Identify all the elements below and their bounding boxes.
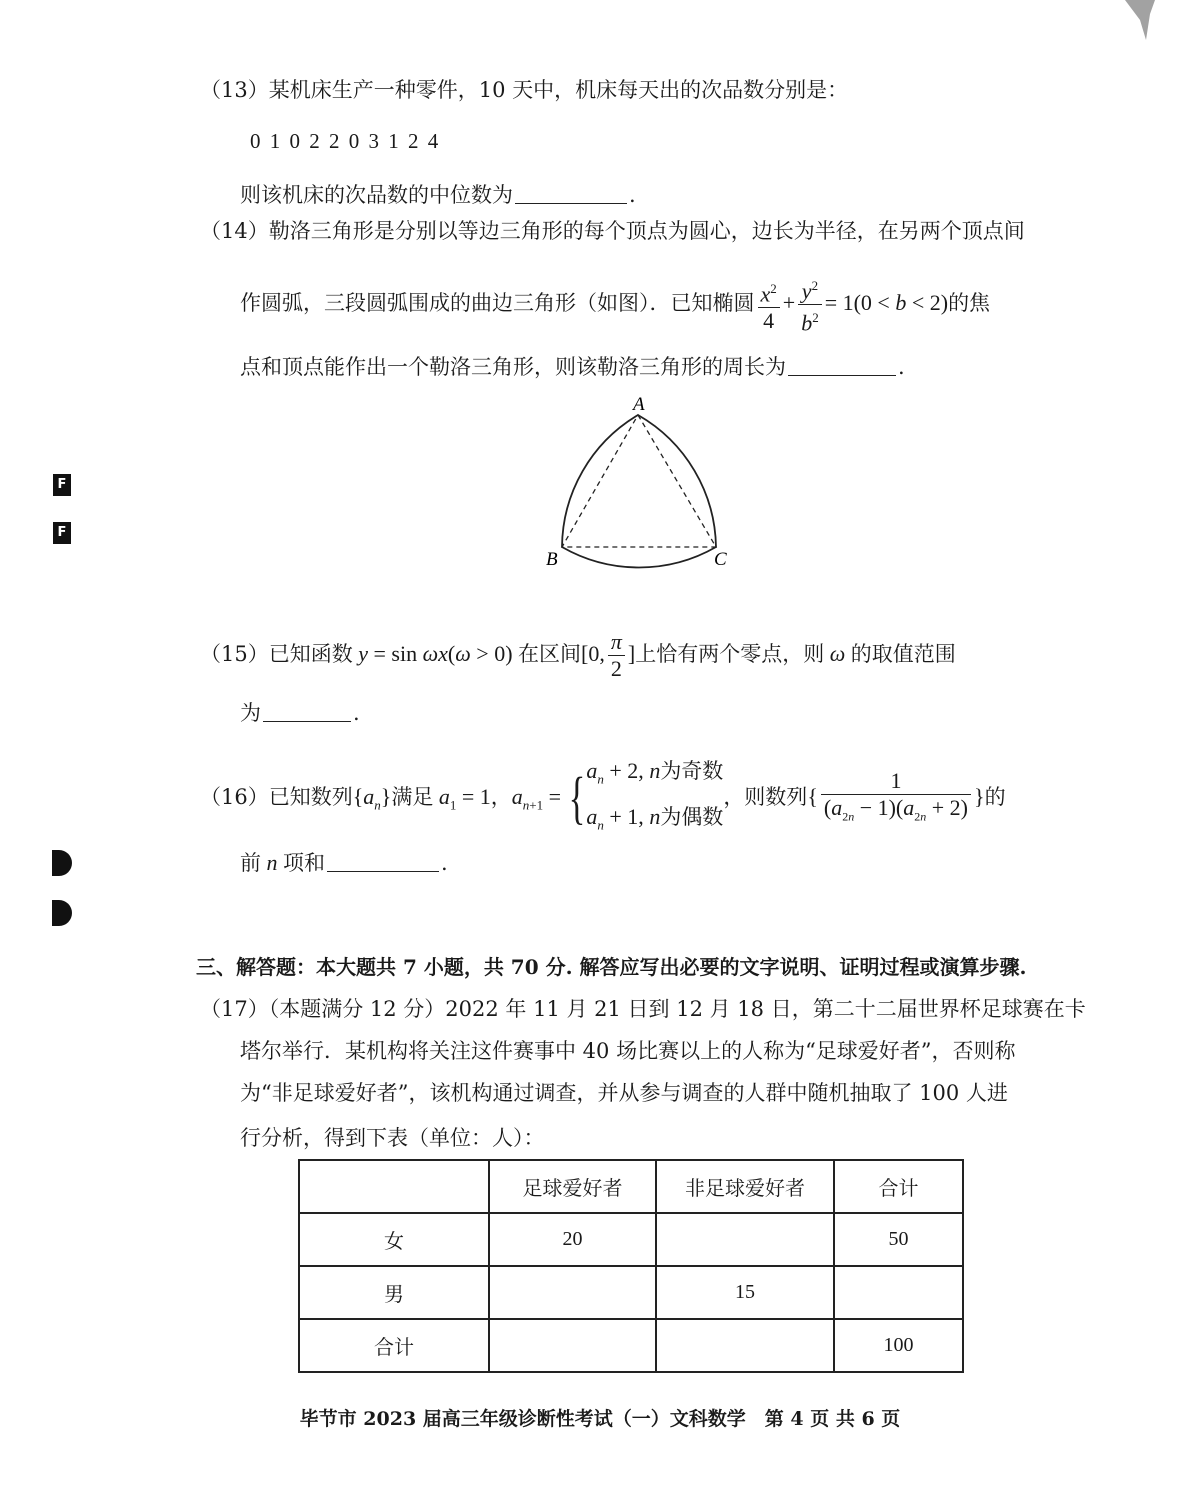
table-row: [299, 1319, 963, 1372]
section-3-title: 三、解答题：本大题共 7 小题，共 70 分. 解答应写出必要的文字说明、证明过程或演算步骤.: [196, 955, 1027, 979]
q16-line2-text-a: 前: [240, 851, 261, 875]
table-header-cell: 合计: [834, 1160, 963, 1213]
q15-line1-text: （15）已知函数: [200, 642, 353, 666]
q14-answer-blank: [788, 353, 896, 376]
q15-period: .: [353, 701, 360, 725]
q13-line1: （13）某机床生产一种零件，10 天中，机床每天出的次品数分别是：: [200, 78, 849, 102]
table-cell: [489, 1319, 656, 1372]
q16-target-seq: { $\frac{1}{(a_{2n} - 1)(a_{2n} + 2)}$ }: [807, 768, 985, 824]
table-cell: 男: [299, 1266, 489, 1319]
table-cell: [834, 1266, 963, 1319]
q16-brace: {: [568, 765, 585, 831]
q16-answer-blank: [327, 849, 439, 872]
q15-function: y = sin ωx(ω > 0): [358, 641, 519, 666]
q17-line1: （17）（本题满分 12 分）2022 年 11 月 21 日到 12 月 18 日，第二十二届世界杯足球赛在卡: [200, 997, 1086, 1021]
q16-period: .: [441, 851, 448, 875]
q16-comma: ，: [490, 784, 512, 809]
q16-line2-text-b: 项和: [283, 851, 325, 875]
q15-answer-blank: [263, 699, 351, 722]
q16-text-e: 的: [984, 784, 1006, 809]
table-header-cell: 非足球爱好者: [656, 1160, 834, 1213]
vertex-label-b: B: [546, 549, 558, 570]
q13-line3: [240, 180, 636, 210]
q16-seq: $\{a_n\}$: [352, 783, 392, 813]
q16-n: n: [261, 850, 283, 875]
table-cell: [489, 1266, 656, 1319]
vertex-label-a: A: [633, 394, 645, 415]
reuleaux-curve: [562, 415, 716, 567]
q13-line3-text: 则该机床的次品数的中位数为: [240, 183, 513, 207]
q14-line1: （14）勒洛三角形是分别以等边三角形的每个顶点为圆心，边长为半径，在另两个顶点间: [200, 219, 1025, 243]
q15-range-text: 的取值范围: [850, 642, 956, 666]
binding-mark: [52, 900, 72, 926]
table-header-cell: 足球爱好者: [489, 1160, 656, 1213]
q14-line2: [240, 273, 990, 337]
table-cell: 合计: [299, 1319, 489, 1372]
q13-answer-blank: [515, 181, 627, 204]
q13-data: 0 1 0 2 2 0 3 1 2 4: [250, 129, 439, 153]
q14-line2-text: 作圆弧，三段圆弧围成的曲边三角形（如图）．已知椭圆: [240, 291, 755, 315]
q15-zeros-text: 上恰有两个零点，则: [635, 642, 825, 666]
q14-line2-end: 的焦: [948, 291, 991, 315]
table-header-row: [299, 1160, 963, 1213]
table-row: [299, 1266, 963, 1319]
table-cell: 女: [299, 1213, 489, 1266]
q16-line2: [240, 848, 448, 878]
equilateral-triangle-dashed: [562, 415, 716, 547]
q17-line3: 为“非足球爱好者”，该机构通过调查，并从参与调查的人群中随机抽取了 100 人进: [240, 1081, 1008, 1105]
page-footer: 毕节市 2023 届高三年级诊断性考试（一）文科数学 第 4 页 共 6 页: [299, 1408, 901, 1430]
survey-table: [298, 1159, 964, 1373]
q15-omega: ω: [824, 641, 851, 666]
q16-text-a: （16）已知数列: [200, 784, 353, 809]
q15-line2-text: 为: [240, 701, 261, 725]
vertex-label-c: C: [714, 549, 727, 570]
q14-line3: [240, 352, 905, 382]
q15-line2: [240, 698, 360, 728]
margin-mark-f: F: [53, 474, 71, 496]
q14-line3-text: 点和顶点能作出一个勒洛三角形，则该勒洛三角形的周长为: [240, 355, 786, 379]
table-cell: 15: [656, 1266, 834, 1319]
q16-text-b: 满足: [391, 784, 434, 809]
reuleaux-triangle-figure: [540, 390, 740, 575]
q16-a1: $a_1 = 1$: [438, 783, 491, 813]
q16-line1: [200, 752, 1006, 845]
q15-interval: [0, $\frac{\pi}{2}$ ]: [581, 629, 636, 682]
q16-case-odd: 为奇数: [660, 759, 724, 783]
q15-line1: [200, 625, 956, 683]
table-cell: 50: [834, 1213, 963, 1266]
q16-recurrence: $a_{n+1}$ =: [511, 783, 567, 813]
q17-line2: 塔尔举行．某机构将关注这件赛事中 40 场比赛以上的人称为“足球爱好者”，否则称: [240, 1039, 1016, 1063]
ellipse-equation: $\frac{x^2}{4}$ + $\frac{y^2}{b^2}$ = 1(0 < b < 2): [755, 290, 949, 315]
margin-mark-f: F: [53, 522, 71, 544]
table-cell: 100: [834, 1319, 963, 1372]
table-cell: [656, 1213, 834, 1266]
q14-period: .: [898, 355, 905, 379]
q16-cases: $a_n + 2$, n为奇数 $a_n + 1$, n为偶数: [586, 758, 724, 833]
q15-interval-text: 在区间: [518, 642, 582, 666]
binding-mark: [52, 850, 72, 876]
scan-smudge: [1120, 0, 1160, 45]
table-cell: 20: [489, 1213, 656, 1266]
q13-period: .: [629, 183, 636, 207]
table-cell: [656, 1319, 834, 1372]
table-row: [299, 1213, 963, 1266]
q17-line4: 行分析，得到下表（单位：人）：: [240, 1126, 545, 1150]
table-header-cell: [299, 1160, 489, 1213]
q16-text-d: ，则数列: [723, 784, 808, 809]
q16-case-even: 为偶数: [660, 805, 724, 830]
